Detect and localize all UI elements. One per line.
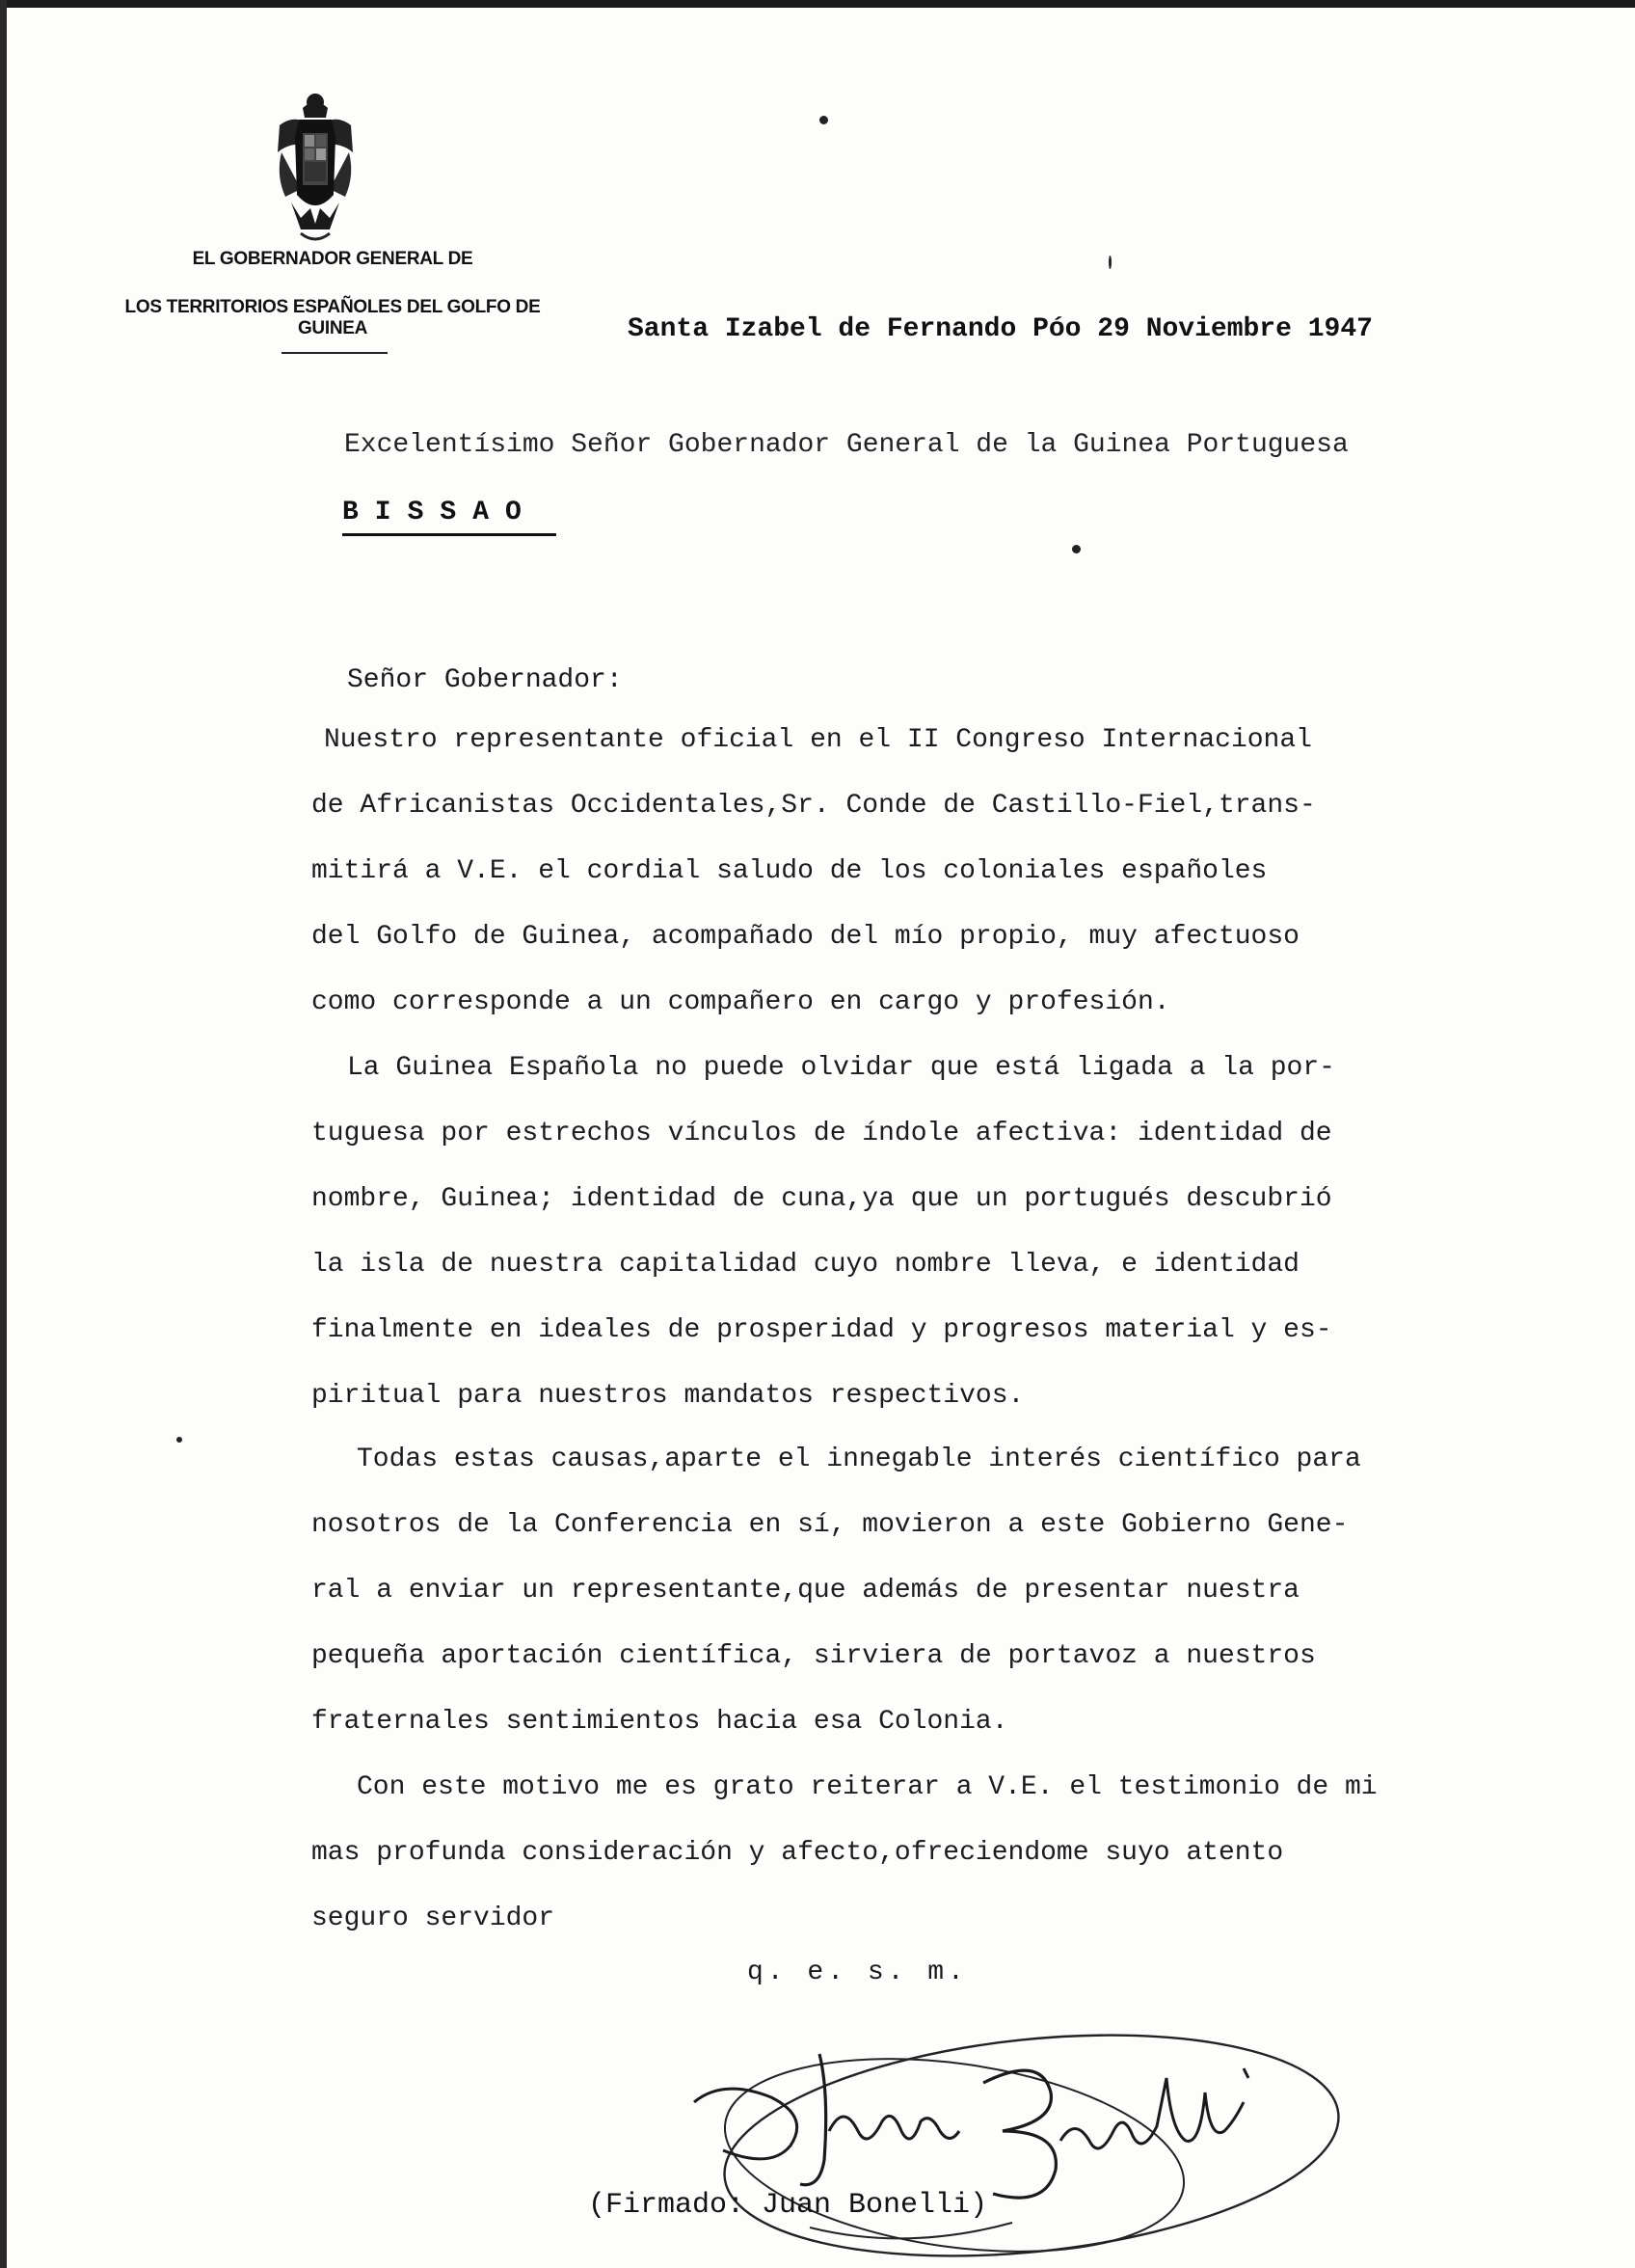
signed-name: (Firmado: Juan Bonelli) <box>588 2189 988 2222</box>
body-line: tuguesa por estrechos vínculos de índole afectiva: identidad de <box>311 1119 1332 1148</box>
body-line: mitirá a V.E. el cordial saludo de los coloniales españoles <box>311 856 1268 886</box>
body-line: finalmente en ideales de prosperidad y progresos material y es- <box>311 1315 1332 1345</box>
scan-speck <box>176 1437 182 1443</box>
dateline: Santa Izabel de Fernando Póo 29 Noviembre 1947 <box>628 314 1373 344</box>
letterhead-rule <box>281 352 388 354</box>
body-line: nombre, Guinea; identidad de cuna,ya que un portugués descubrió <box>311 1184 1332 1214</box>
signature-icon <box>665 1986 1340 2266</box>
coat-of-arms-icon <box>272 89 359 253</box>
body-line: del Golfo de Guinea, acompañado del mío propio, muy afectuoso <box>311 922 1300 952</box>
closing-formula: q. e. s. m. <box>747 1958 968 1987</box>
page-edge-top <box>0 0 1635 8</box>
scan-speck <box>1109 256 1112 269</box>
scan-speck <box>1072 545 1081 554</box>
body-line: seguro servidor <box>311 1904 555 1933</box>
page-edge-left <box>0 0 7 2268</box>
letterhead-line-1: EL GOBERNADOR GENERAL DE <box>192 249 473 269</box>
letterhead-line-2: LOS TERRITORIOS ESPAÑOLES DEL GOLFO DE GUINEA <box>124 297 541 338</box>
body-line: Nuestro representante oficial en el II Congreso Internacional <box>324 725 1312 755</box>
recipient-line: Excelentísimo Señor Gobernador General de la Guinea Portuguesa <box>344 430 1349 460</box>
body-line: piritual para nuestros mandatos respectivos. <box>311 1381 1025 1411</box>
body-line: La Guinea Española no puede olvidar que está ligada a la por- <box>347 1053 1335 1083</box>
body-line: nosotros de la Conferencia en sí, movieron a este Gobierno Gene- <box>311 1510 1349 1540</box>
body-line: mas profunda consideración y afecto,ofreciendome suyo atento <box>311 1838 1284 1868</box>
body-line: como corresponde a un compañero en cargo y profesión. <box>311 987 1170 1017</box>
body-line: Todas estas causas,aparte el innegable interés científico para <box>357 1444 1361 1474</box>
city-underline <box>342 533 556 536</box>
body-line: la isla de nuestra capitalidad cuyo nombre lleva, e identidad <box>311 1250 1300 1280</box>
recipient-city: BISSAO <box>342 498 538 527</box>
scan-speck <box>819 116 828 124</box>
body-line: pequeña aportación científica, sirviera de portavoz a nuestros <box>311 1641 1316 1671</box>
body-line: Con este motivo me es grato reiterar a V.E. el testimonio de mi <box>357 1772 1378 1802</box>
body-line: ral a enviar un representante,que además de presentar nuestra <box>311 1576 1300 1606</box>
salutation: Señor Gobernador: <box>347 665 623 695</box>
body-line: de Africanistas Occidentales,Sr. Conde de Castillo-Fiel,trans- <box>311 791 1316 821</box>
letterhead <box>96 249 569 339</box>
body-line: fraternales sentimientos hacia esa Colonia. <box>311 1707 1008 1737</box>
